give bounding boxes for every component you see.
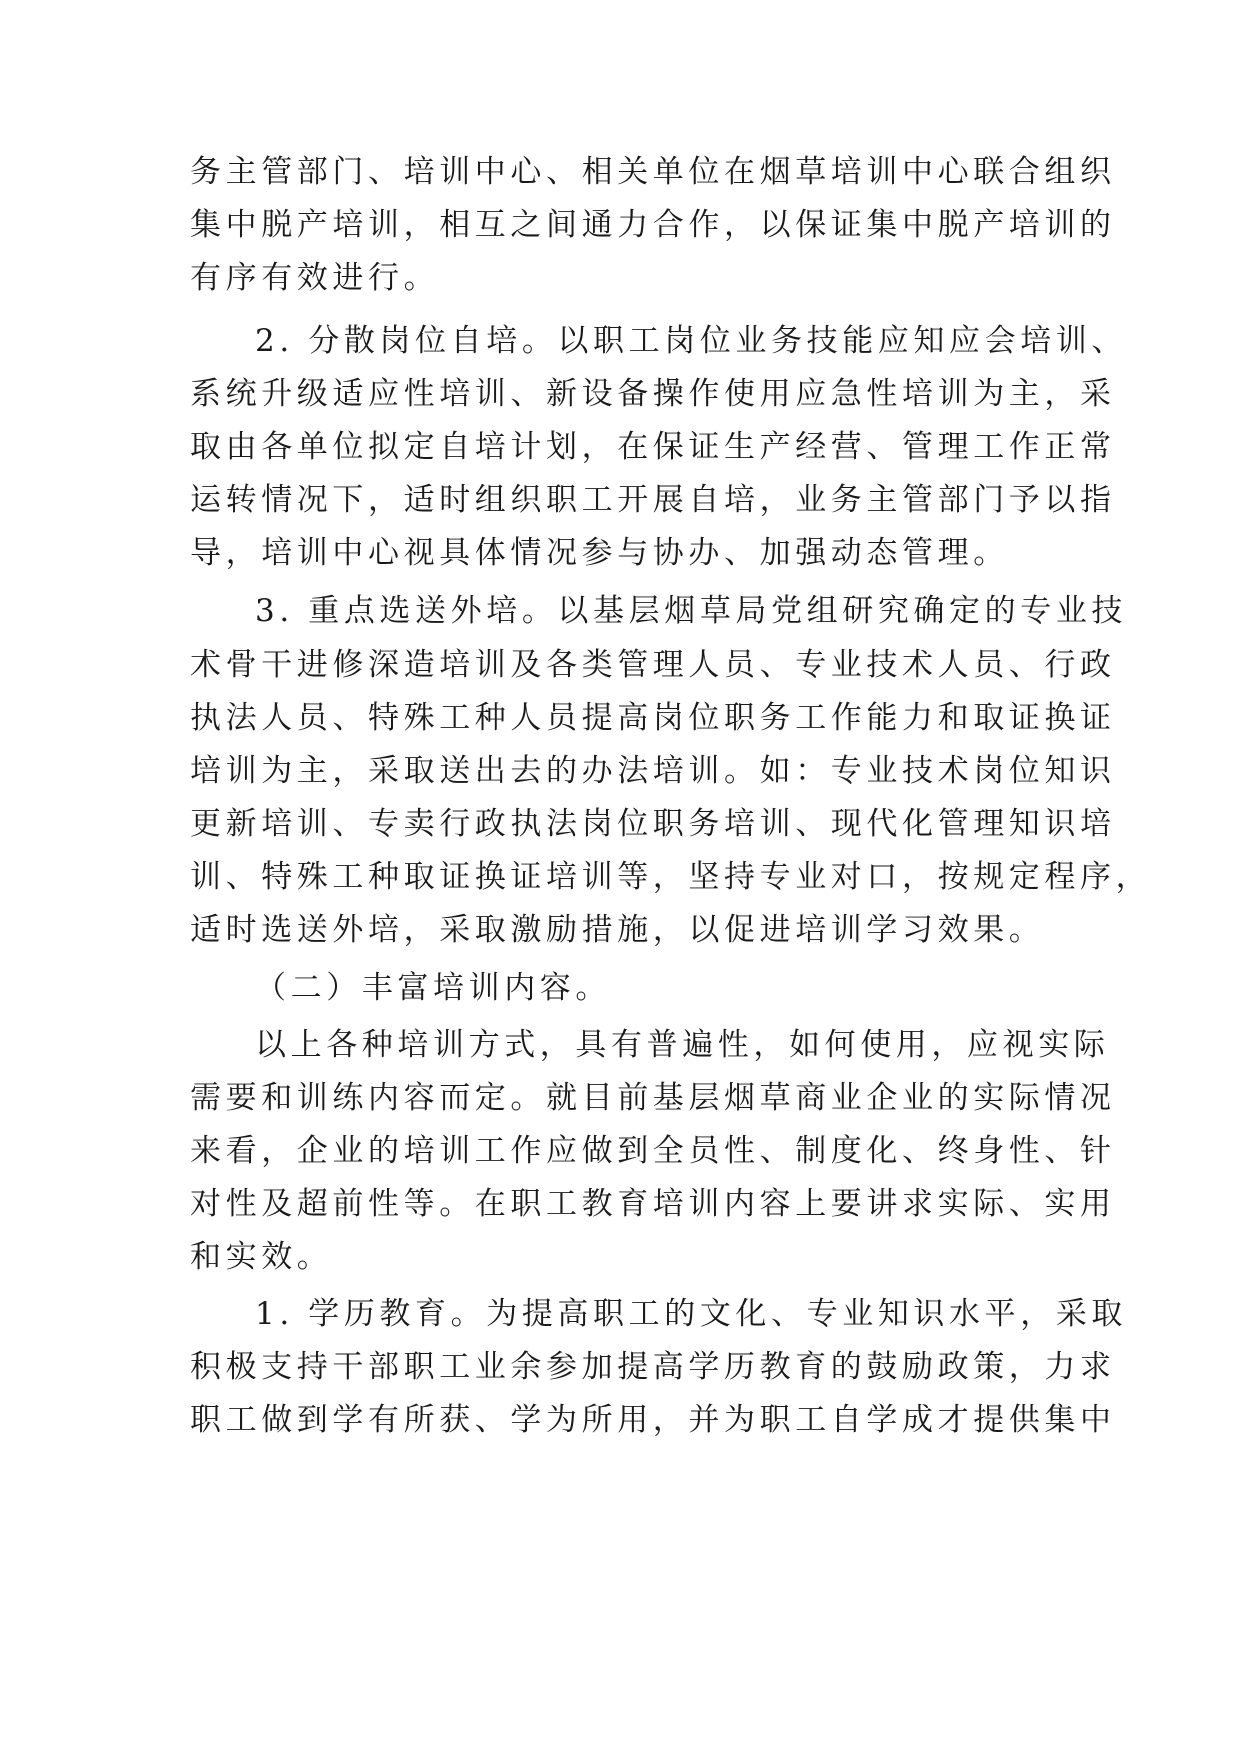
text-line: 更新培训、专卖行政执法岗位职务培训、现代化管理知识培 (190, 806, 1116, 842)
paragraph-start: 以上各种培训方式，具有普遍性，如何使用，应视实际 (255, 1027, 1110, 1063)
text-line: 取由各单位拟定自培计划，在保证生产经营、管理工作正常 (190, 429, 1116, 465)
section-heading: （二）丰富培训内容。 (255, 970, 611, 1006)
text-line: 对性及超前性等。在职工教育培训内容上要讲求实际、实用 (190, 1186, 1116, 1222)
text-line: 来看，企业的培训工作应做到全员性、制度化、终身性、针 (190, 1133, 1116, 1169)
text-line: 有序有效进行。 (190, 260, 440, 296)
paragraph-heading-2: 2. 分散岗位自培。以职工岗位业务技能应知应会培训、 (255, 323, 1128, 359)
text-line: 运转情况下，适时组织职工开展自培，业务主管部门予以指 (190, 482, 1116, 518)
text-line: 职工做到学有所获、学为所用，并为职工自学成才提供集中 (190, 1402, 1116, 1438)
text-line: 适时选送外培，采取激励措施，以促进培训学习效果。 (190, 912, 1045, 948)
text-line: 训、特殊工种取证换证培训等，坚持专业对口，按规定程序， (190, 859, 1152, 895)
text-line: 培训为主，采取送出去的办法培训。如：专业技术岗位知识 (190, 753, 1116, 789)
text-line: 执法人员、特殊工种人员提高岗位职务工作能力和取证换证 (190, 700, 1116, 736)
paragraph-heading-1: 1. 学历教育。为提高职工的文化、专业知识水平，采取 (255, 1296, 1128, 1332)
paragraph-heading-3: 3. 重点选送外培。以基层烟草局党组研究确定的专业技 (255, 593, 1128, 629)
text-line: 需要和训练内容而定。就目前基层烟草商业企业的实际情况 (190, 1080, 1116, 1116)
text-line: 积极支持干部职工业余参加提高学历教育的鼓励政策，力求 (190, 1349, 1116, 1385)
text-line: 和实效。 (190, 1239, 333, 1275)
text-line: 系统升级适应性培训、新设备操作使用应急性培训为主，采 (190, 376, 1116, 412)
text-line: 集中脱产培训，相互之间通力合作，以保证集中脱产培训的 (190, 207, 1116, 243)
text-line: 务主管部门、培训中心、相关单位在烟草培训中心联合组织 (190, 154, 1116, 190)
text-line: 导，培训中心视具体情况参与协办、加强动态管理。 (190, 535, 1009, 571)
text-line: 术骨干进修深造培训及各类管理人员、专业技术人员、行政 (190, 647, 1116, 683)
